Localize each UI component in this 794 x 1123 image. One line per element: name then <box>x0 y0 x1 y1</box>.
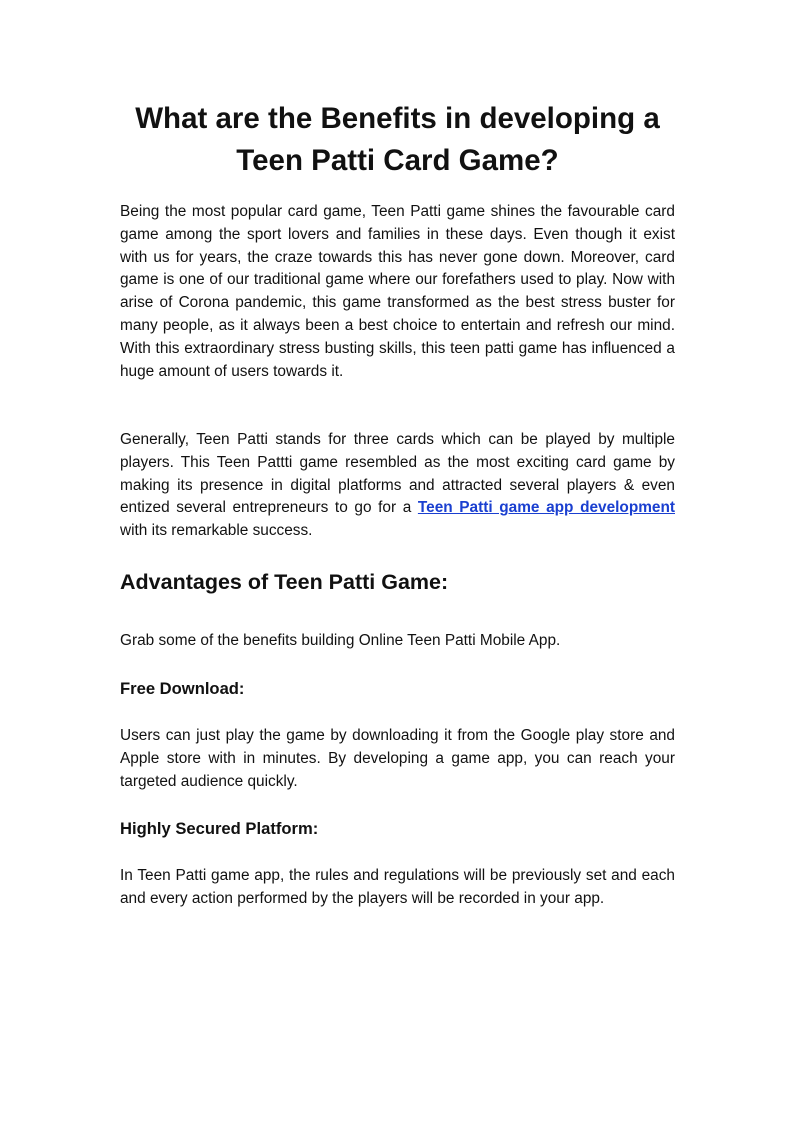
free-download-heading: Free Download: <box>120 679 245 698</box>
page-title: What are the Benefits in developing a Teen Patti Card Game? <box>135 102 660 177</box>
secured-platform-heading: Highly Secured Platform: <box>120 819 319 838</box>
secured-platform-body: In Teen Patti game app, the rules and regulations will be previously set and each and every action performed by the players will be recorded in your app. <box>120 867 675 907</box>
second-paragraph-tail: with its remarkable success. <box>120 522 313 540</box>
free-download-body: Users can just play the game by downloading it from the Google play store and Apple store with in minutes. By developing a game app, you can reach your targeted audience quickly. <box>120 727 675 790</box>
second-paragraph-text: Generally, Teen Patti stands for three cards which can be played by multiple players. This Teen Pattti game resembled as the most exciting card game by making its presence in digital platforms and attracted several players & even entized several entrepreneurs to go for a <box>120 431 675 517</box>
intro-paragraph: Being the most popular card game, Teen Patti game shines the favourable card game among the sport lovers and families in these days. Even though it exist with us for years, the craze towards this has never gone down. Moreover, card game is one of our traditional game where our forefathers used to play. Now with arise of Corona pandemic, this game transformed as the best stress buster for many people, as it always been a best choice to entertain and refresh our mind. With this extraordinary stress busting skills, this teen patti game has influenced a huge amount of users towards it. <box>120 203 675 380</box>
advantages-heading: Advantages of Teen Patti Game: <box>120 570 449 594</box>
advantages-intro: Grab some of the benefits building Online Teen Patti Mobile App. <box>120 632 561 649</box>
teen-patti-development-link[interactable]: Teen Patti game app development <box>417 499 675 517</box>
second-paragraph <box>120 429 675 543</box>
